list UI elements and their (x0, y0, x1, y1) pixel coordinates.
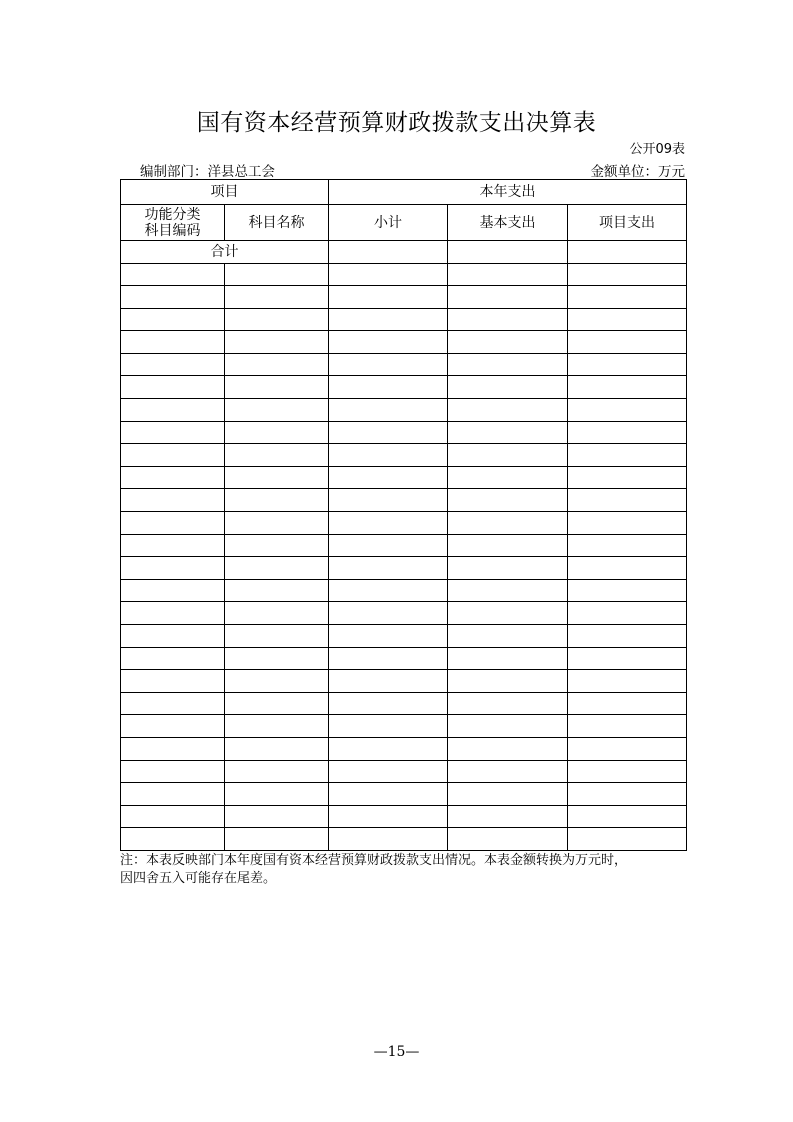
table-cell (329, 692, 448, 715)
table-row (121, 263, 687, 286)
department-info (140, 160, 275, 180)
table-cell (448, 466, 568, 489)
table-cell (448, 715, 568, 738)
table-cell (225, 489, 329, 512)
table-row (121, 805, 687, 828)
table-cell (448, 692, 568, 715)
amount-unit: 金额单位：万元 (590, 164, 685, 180)
table-cell (329, 715, 448, 738)
table-cell (329, 625, 448, 648)
page-number: —15— (373, 1044, 420, 1060)
table-cell (329, 308, 448, 331)
table-cell (448, 760, 568, 783)
table-row (121, 399, 687, 422)
table-cell (448, 737, 568, 760)
table-cell (121, 286, 225, 309)
table-row (121, 737, 687, 760)
table-cell (121, 263, 225, 286)
table-cell (225, 263, 329, 286)
table-cell (225, 647, 329, 670)
table-row (121, 286, 687, 309)
table-cell (329, 466, 448, 489)
table-cell (121, 331, 225, 354)
table-cell (121, 353, 225, 376)
table-cell (448, 263, 568, 286)
table-cell (448, 805, 568, 828)
table-cell (448, 625, 568, 648)
col-project: 项目支出 (568, 205, 687, 241)
table-cell (448, 828, 568, 851)
col-subtotal: 小计 (329, 205, 448, 241)
table-cell (568, 557, 687, 580)
table-cell (225, 557, 329, 580)
table-cell (448, 489, 568, 512)
table-row (121, 715, 687, 738)
footnote-line-1: 注：本表反映部门本年度国有资本经营预算财政拨款支出情况。本表金额转换为万元时， (120, 853, 628, 868)
table-cell (329, 670, 448, 693)
table-cell (568, 760, 687, 783)
table-cell (448, 353, 568, 376)
table-cell (225, 692, 329, 715)
page-title: 国有资本经营预算财政拨款支出决算表 (196, 110, 597, 136)
col-subject-name: 科目名称 (225, 205, 329, 241)
table-row (121, 444, 687, 467)
table-cell (225, 353, 329, 376)
table-cell (121, 376, 225, 399)
total-label: 合计 (121, 241, 329, 264)
table-cell (329, 783, 448, 806)
table-cell (121, 715, 225, 738)
table-cell (448, 421, 568, 444)
table-cell (568, 399, 687, 422)
table-cell (568, 263, 687, 286)
table-cell (225, 399, 329, 422)
table-cell (329, 353, 448, 376)
table-cell (568, 625, 687, 648)
table-cell (568, 534, 687, 557)
table-cell (329, 737, 448, 760)
table-cell (121, 760, 225, 783)
table-cell (121, 557, 225, 580)
table-cell (121, 805, 225, 828)
table-cell (329, 602, 448, 625)
table-row (121, 376, 687, 399)
expenditure-table (120, 179, 687, 851)
table-cell (329, 534, 448, 557)
table-row (121, 489, 687, 512)
table-cell (448, 670, 568, 693)
table-cell (121, 602, 225, 625)
table-row (121, 579, 687, 602)
header-row-1 (121, 180, 687, 205)
table-cell (329, 263, 448, 286)
table-row (121, 760, 687, 783)
department-label: 编制部门： (140, 164, 208, 180)
table-cell (225, 512, 329, 535)
table-row (121, 353, 687, 376)
table-cell (121, 625, 225, 648)
table-cell (448, 534, 568, 557)
table-cell (568, 512, 687, 535)
table-cell (568, 828, 687, 851)
table-cell (225, 421, 329, 444)
table-cell (329, 579, 448, 602)
table-cell (121, 647, 225, 670)
table-cell (448, 331, 568, 354)
table-cell (225, 670, 329, 693)
col-func-code: 功能分类 科目编码 (121, 205, 225, 241)
table-cell (225, 602, 329, 625)
table-row (121, 625, 687, 648)
table-cell (568, 715, 687, 738)
total-basic (448, 241, 568, 264)
table-cell (568, 466, 687, 489)
table-cell (225, 715, 329, 738)
table-row (121, 602, 687, 625)
table-row (121, 647, 687, 670)
table-cell (225, 579, 329, 602)
table-cell (329, 444, 448, 467)
table-cell (568, 353, 687, 376)
table-cell (448, 647, 568, 670)
table-cell (329, 331, 448, 354)
table-cell (329, 828, 448, 851)
table-cell (448, 512, 568, 535)
table-cell (121, 783, 225, 806)
table-cell (568, 421, 687, 444)
table-cell (225, 376, 329, 399)
table-cell (568, 308, 687, 331)
table-cell (568, 376, 687, 399)
form-number: 公开09表 (629, 142, 685, 157)
table-cell (448, 308, 568, 331)
table-cell (329, 647, 448, 670)
table-cell (121, 579, 225, 602)
table-cell (568, 647, 687, 670)
table-cell (121, 421, 225, 444)
footnote (120, 852, 690, 888)
table-cell (568, 489, 687, 512)
table-cell (329, 557, 448, 580)
table-cell (448, 579, 568, 602)
table-cell (448, 376, 568, 399)
table-row (121, 557, 687, 580)
table-cell (121, 489, 225, 512)
table-cell (225, 783, 329, 806)
table-cell (448, 783, 568, 806)
table-cell (121, 828, 225, 851)
header-current-year: 本年支出 (329, 180, 687, 205)
table-cell (448, 602, 568, 625)
table-row (121, 512, 687, 535)
table-cell (225, 737, 329, 760)
table-row (121, 783, 687, 806)
table-cell (329, 489, 448, 512)
footnote-line-2: 因四舍五入可能存在尾差。 (120, 871, 277, 886)
table-cell (568, 444, 687, 467)
table-cell (121, 534, 225, 557)
table-cell (448, 399, 568, 422)
table-cell (225, 444, 329, 467)
table-cell (568, 670, 687, 693)
table-cell (329, 512, 448, 535)
table-cell (329, 760, 448, 783)
table-cell (448, 557, 568, 580)
table-row (121, 421, 687, 444)
table-cell (329, 376, 448, 399)
col-basic: 基本支出 (448, 205, 568, 241)
table-cell (568, 286, 687, 309)
table-cell (121, 466, 225, 489)
table-cell (225, 760, 329, 783)
table-cell (121, 512, 225, 535)
table-cell (329, 399, 448, 422)
table-cell (121, 308, 225, 331)
table-cell (225, 286, 329, 309)
header-project: 项目 (121, 180, 329, 205)
table-cell (329, 421, 448, 444)
table-cell (448, 444, 568, 467)
table-cell (121, 444, 225, 467)
table-row (121, 466, 687, 489)
table-cell (121, 670, 225, 693)
table-cell (568, 805, 687, 828)
total-project (568, 241, 687, 264)
table-cell (121, 737, 225, 760)
table-row (121, 828, 687, 851)
table-cell (568, 737, 687, 760)
department-value: 洋县总工会 (207, 164, 275, 180)
table-cell (225, 828, 329, 851)
table-cell (329, 286, 448, 309)
table-cell (225, 308, 329, 331)
table-cell (568, 783, 687, 806)
table-cell (225, 625, 329, 648)
table-cell (448, 286, 568, 309)
table-row (121, 331, 687, 354)
header-row-2 (121, 205, 687, 241)
table-cell (225, 466, 329, 489)
table-row (121, 534, 687, 557)
table-row (121, 308, 687, 331)
table-cell (568, 602, 687, 625)
total-subtotal (329, 241, 448, 264)
table-row (121, 692, 687, 715)
table-cell (225, 534, 329, 557)
table-cell (568, 692, 687, 715)
table-cell (225, 805, 329, 828)
table-cell (225, 331, 329, 354)
table-cell (329, 805, 448, 828)
table-cell (568, 331, 687, 354)
table-cell (568, 579, 687, 602)
total-row (121, 241, 687, 264)
table-cell (121, 692, 225, 715)
table-cell (121, 399, 225, 422)
table-row (121, 670, 687, 693)
